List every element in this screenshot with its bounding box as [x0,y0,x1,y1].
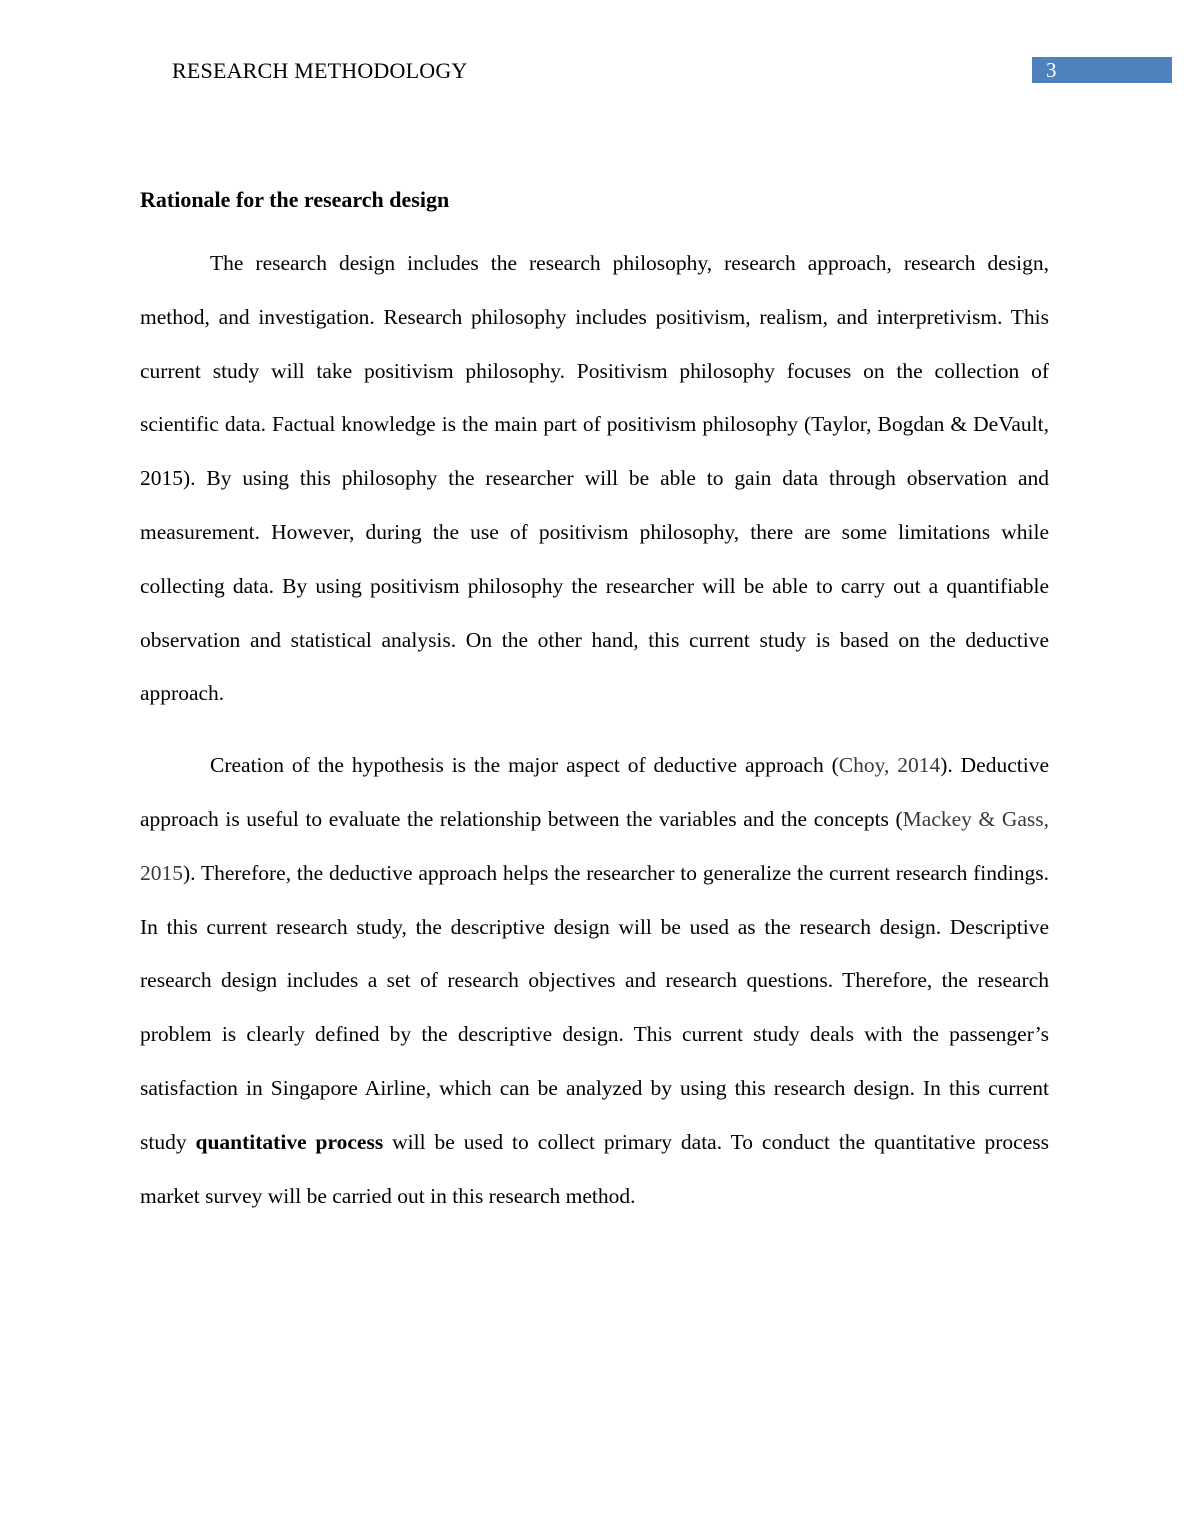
citation-mackey-gass: Mackey & Gass, 2015 [140,806,1050,885]
running-head: RESEARCH METHODOLOGY [172,58,468,83]
paragraph-2-text-4: will be used to collect primary data. To conduct the quantitative process market survey will be carried out in this research method. [140,1129,1049,1208]
page-number-box [1032,57,1172,83]
citation-choy: Choy, 2014 [838,753,941,778]
paragraph-2-text-1: Creation of the hypothesis is the major aspect of deductive approach ( [210,753,839,778]
paragraph-2-text-2: ). Deductive approach is useful to evaluate the relationship between the variables and the concepts ( [140,753,1049,831]
paragraph-2-text-3: ). Therefore, the deductive approach helps the researcher to generalize the current research findings. In this current research study, the descriptive design will be used as the research design. Descriptive research design includes a set of research objectives and research questions. Therefore, the research problem is clearly defined by the descriptive design. This current study deals with the passenger’s satisfaction in Singapore Airline, which can be analyzed by using this research design. In this current study [140,860,1049,1154]
section-heading: Rationale for the research design [140,187,450,212]
bold-term: quantitative process [195,1129,384,1154]
body-text [140,184,1049,1223]
paragraph-1: The research design includes the research philosophy, research approach, research design, method, and investigation. Research philosophy includes positivism, realism, and interpretivism. This current study will take positivism philosophy. Positivism philosophy focuses on the collection of scientific data. Factual knowledge is the main part of positivism philosophy (Taylor, Bogdan & DeVault, 2015). By using this philosophy the researcher will be able to gain data through observation and measurement. However, during the use of positivism philosophy, there are some limitations while collecting data. By using positivism philosophy the researcher will be able to carry out a quantifiable observation and statistical analysis. On the other hand, this current study is based on the deductive approach. [140,251,1049,706]
page-number: 3 [1046,58,1057,82]
paragraph-2 [140,739,1049,1223]
